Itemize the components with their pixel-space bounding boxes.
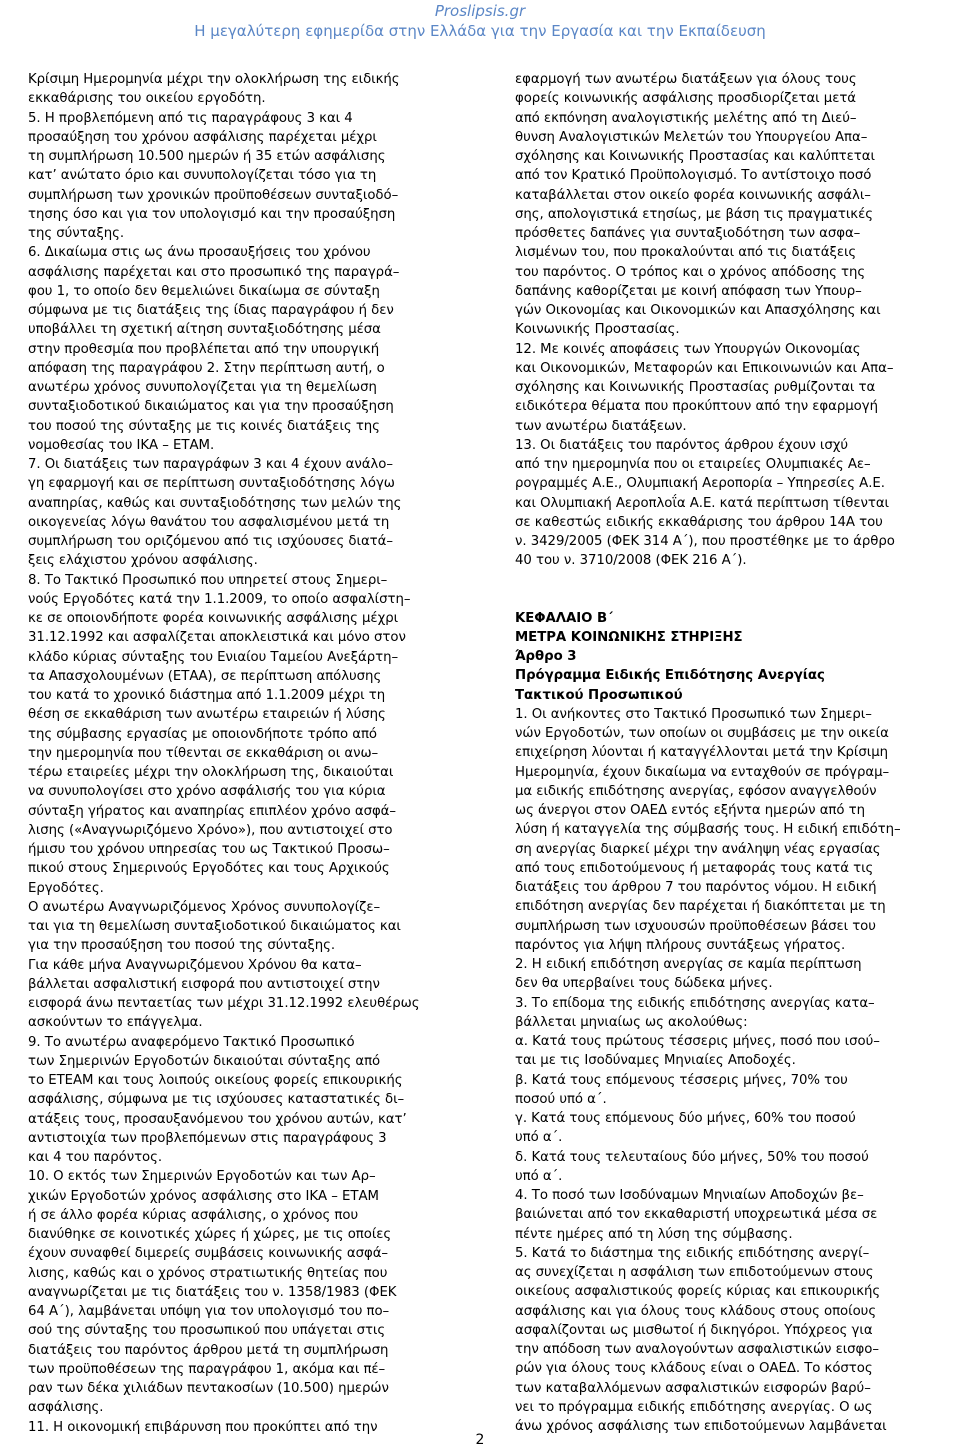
text-line: των ανωτέρω διατάξεων. — [515, 418, 687, 434]
text-line: την απόδοση των αναλογούντων ασφαλιστικών εισφο– — [515, 1342, 879, 1357]
text-line: και Ολυμπιακή Αεροπλοΐα Α.Ε. κατά περίπτωση τίθενται — [515, 495, 889, 511]
text-line: λισης («Αναγνωριζόμενο Χρόνο»), που αντιστοιχεί στο — [28, 822, 393, 838]
text-line: διανύθηκε σε κοινοτικές χώρες ή χώρες, με τις οποίες — [28, 1227, 392, 1242]
text-line: 6. Δικαίωμα στις ως άνω προσαυξήσεις του χρόνου — [28, 245, 371, 261]
text-line: πικού στους Σημερινούς Εργοδότες και τους Αρχικούς — [28, 861, 390, 877]
text-line: ας συνεχίζεται η ασφάλιση των επιδοτούμενων στους — [515, 1265, 874, 1280]
article-title: Πρόγραμμα Ειδικής Επιδότησης Ανεργίας — [515, 668, 825, 684]
text-line: 10. Ο εκτός των Σημερινών Εργοδοτών και των Αρ– — [28, 1169, 376, 1185]
text-line: σχόλησης και Κοινωνικής Προστασίας ρυθμίζονται τα — [515, 380, 876, 395]
text-line: 1. Οι ανήκοντες στο Τακτικό Προσωπικό των Σημερι– — [515, 706, 872, 722]
text-line: κε σε οποιονδήποτε φορέα κοινωνικής ασφάλισης μέχρι — [28, 611, 399, 626]
text-line: ται με τις Ισοδύναμες Μηνιαίες Αποδοχές. — [515, 1053, 796, 1069]
site-name[interactable]: Proslipsis.gr — [434, 2, 526, 20]
text-line: ραν των δέκα χιλιάδων πεντακοσίων (10.500) ημερών — [28, 1381, 389, 1396]
text-line: εφαρμογή των ανωτέρω διατάξεων για όλους τους — [515, 72, 857, 87]
text-line: 5. Η προβλεπόμενη από τις παραγράφους 3 και 4 — [28, 110, 353, 126]
text-line: το ΕΤΕΑΜ και τους λοιπούς οικείους φορείς επικουρικής — [28, 1073, 403, 1088]
spacer — [515, 590, 955, 609]
text-line: διατάξεις του άρθρου 7 του παρόντος νόμου. Η ειδική — [515, 880, 877, 895]
spacer — [515, 571, 955, 590]
text-line: τέρω εταιρείες μέχρι την ολοκλήρωση της, δικαιούται — [28, 765, 394, 780]
text-line: ειδικότερα θέματα που προκύπτουν από την εφαρμογή — [515, 399, 878, 415]
text-line: ρογραμμές Α.Ε., Ολυμπιακή Αεροπορία – Υπηρεσίες Α.Ε. — [515, 476, 885, 492]
text-line: Ημερομηνία, έχουν δικαίωμα να ενταχθούν σε πρόγραμ– — [515, 764, 890, 780]
text-line: κλάδο κύριας σύνταξης του Ενιαίου Ταμείου Ανεξάρτη– — [28, 649, 399, 665]
text-line: του παρόντος. Ο τρόπος και ο χρόνος απόδοσης της — [515, 264, 866, 280]
text-line: καταβάλλεται στον οικείο φορέα κοινωνικής ασφάλι– — [515, 187, 871, 203]
text-line: ασφάλισης. — [28, 1400, 104, 1416]
text-line: την ημερομηνία που τίθενται σε εκκαθάριση οι ανω– — [28, 745, 379, 761]
text-line: γών Οικονομίας και Οικονομικών και Απασχόλησης και — [515, 303, 881, 318]
text-line: της σύνταξης. — [28, 226, 125, 241]
text-line: των προϋποθέσεων της παραγράφου 1, ακόμα και πέ– — [28, 1361, 386, 1377]
text-line: σύμφωνα με τις διατάξεις της ίδιας παραγράφου ή δεν — [28, 303, 394, 318]
text-line: υποβάλλει τη σχετική αίτηση συνταξιοδότησης μέσα — [28, 322, 381, 338]
text-line: σύνταξη γήρατος και αναπηρίας επιπλέον χρόνο ασφά– — [28, 803, 396, 819]
text-line: αναπηρίας, καθώς και συνταξιοδότησης των μελών της — [28, 495, 402, 511]
text-line: αντιστοιχία των προβλεπόμενων στις παραγράφους 3 — [28, 1130, 387, 1146]
text-line: οικείους ασφαλιστικούς φορείς κύριας και επικουρικής — [515, 1284, 881, 1300]
text-line: βάλλεται μηνιαίως ως ακολούθως: — [515, 1014, 748, 1030]
text-line: ή σε άλλο φορέα κύριας ασφάλισης, ο χρόνος που — [28, 1207, 359, 1223]
text-line: 8. Το Τακτικό Προσωπικό που υπηρετεί στους Σημερι– — [28, 572, 388, 588]
text-line: νών Εργοδοτών, των οποίων οι συμβάσεις με την οικεία — [515, 726, 889, 741]
text-line: 64 Α΄), λαμβάνεται υπόψη για τον υπολογισμό του πο– — [28, 1304, 390, 1319]
text-line: από την ημερομηνία που οι εταιρείες Ολυμπιακές Αε– — [515, 457, 871, 472]
text-line: ανωτέρω χρόνος συνυπολογίζεται για τη θεμελίωση — [28, 380, 377, 395]
text-line: δ. Κατά τους τελευταίους δύο μήνες, 50% του ποσού — [515, 1149, 869, 1165]
text-line: 4. Το ποσό των Ισοδύναμων Μηνιαίων Αποδοχών βε– — [515, 1188, 864, 1203]
text-line: φου 1, το οποίο δεν θεμελιώνει δικαίωμα σε σύνταξη — [28, 283, 380, 299]
text-line: να συνυπολογίσει στο χρόνο ασφάλισής του για κύρια — [28, 784, 386, 800]
chapter-subheading: ΜΕΤΡΑ ΚΟΙΝΩΝΙΚΗΣ ΣΤΗΡΙΞΗΣ — [515, 629, 743, 645]
text-line: γ. Κατά τους επόμενους δύο μήνες, 60% του ποσού — [515, 1111, 856, 1126]
text-line: γη εφαρμογή και σε περίπτωση συνταξιοδότησης λόγω — [28, 476, 395, 492]
text-line: έχουν συναφθεί διμερείς συμβάσεις κοινωνικής ασφά– — [28, 1246, 389, 1262]
text-line: από εκπόνηση αναλογιστικής μελέτης από τη Διεύ– — [515, 110, 857, 126]
article-number: Άρθρο 3 — [515, 649, 577, 664]
text-line: δεν θα υπερβαίνει τους δώδεκα μήνες. — [515, 976, 773, 992]
text-line: από τον Κρατικό Προϋπολογισμό. Το αντίστοιχο ποσό — [515, 168, 872, 184]
article-title-cont: Τακτικού Προσωπικού — [515, 687, 683, 703]
text-line: υπό α΄. — [515, 1168, 563, 1184]
text-line: του κατά το χρονικό διάστημα από 1.1.2009 μέχρι τη — [28, 688, 386, 703]
text-line: τα Απασχολουμένων (ΕΤΑΑ), σε περίπτωση απόλυσης — [28, 668, 382, 684]
text-line: λισμένων του, που προκαλούνται από τις διατάξεις — [515, 245, 857, 261]
text-line: ρών για όλους τους κλάδους είναι ο ΟΑΕΔ. Το κόστος — [515, 1361, 873, 1377]
page-header — [0, 2, 960, 41]
text-line: σχόλησης και Κοινωνικής Προστασίας και καλύπτεται — [515, 149, 875, 164]
text-line: 31.12.1992 και ασφαλίζεται αποκλειστικά και μόνο στον — [28, 630, 406, 646]
text-line: Ο ανωτέρω Αναγνωριζόμενος Χρόνος συνυπολογίζε– — [28, 899, 381, 915]
text-line: μα ειδικής επιδότησης ανεργίας, εφόσον αναγγελθούν — [515, 783, 877, 799]
text-line: 40 του ν. 3710/2008 (ΦΕΚ 216 Α΄). — [515, 553, 747, 569]
text-line: άνω χρόνος ασφάλισης των επιδοτούμενων λαμβάνεται — [515, 1419, 887, 1434]
text-line: προσαύξηση του χρόνου ασφάλισης παρέχεται μέχρι — [28, 129, 377, 145]
text-line: από τους επιδοτούμενους ή μεταφοράς τους κατά τις — [515, 860, 874, 876]
text-line: α. Κατά τους πρώτους τέσσερις μήνες, ποσό που ισού– — [515, 1034, 880, 1049]
text-line: Για κάθε μήνα Αναγνωριζόμενου Χρόνου θα κατα– — [28, 957, 362, 973]
text-line: Εργοδότες. — [28, 880, 104, 896]
text-line: χικών Εργοδοτών χρόνος ασφάλισης στο ΙΚΑ – ΕΤΑΜ — [28, 1188, 379, 1204]
text-line: 5. Κατά το διάστημα της ειδικής επιδότησης ανεργί– — [515, 1245, 870, 1261]
text-line: σης, απολογιστικά ετησίως, με βάση τις πραγματικές — [515, 206, 873, 222]
text-line: 7. Οι διατάξεις των παραγράφων 3 και 4 έχουν ανάλο– — [28, 457, 393, 472]
left-column — [28, 70, 448, 1437]
text-line: σε καθεστώς ειδικής εκκαθάρισης του άρθρου 14Α του — [515, 514, 883, 530]
text-line: εισφορά άνω πενταετίας των μέχρι 31.12.1992 ελευθέρως — [28, 996, 420, 1011]
text-line: κατ’ ανώτατο όριο και συνυπολογίζεται τόσο για τη — [28, 168, 377, 184]
text-line: ασφάλισης και για όλους τους κλάδους στους οποίους — [515, 1303, 877, 1319]
text-line: ασφάλισης παρέχεται και στο προσωπικό της παραγρά– — [28, 264, 400, 280]
text-line: του ποσού της σύνταξης με τις κοινές διατάξεις της — [28, 418, 380, 434]
right-column — [515, 70, 955, 1436]
text-line: βαιώνεται από τον εκκαθαριστή υποχρεωτικά μέσα σε — [515, 1207, 878, 1223]
text-line: Κρίσιμη Ημερομηνία μέχρι την ολοκλήρωση της ειδικής — [28, 72, 400, 87]
text-line: συνταξιοδοτικού δικαιώματος και για την προσαύξηση — [28, 399, 394, 415]
text-line: της σύμβασης εργασίας με οποιονδήποτε τρόπο από — [28, 726, 378, 742]
text-line: ξεις ελάχιστου χρόνου ασφάλισης. — [28, 553, 258, 569]
text-line: τησης όσο και για τον υπολογισμό και την προσαύξηση — [28, 206, 396, 222]
text-line: 13. Οι διατάξεις του παρόντος άρθρου έχουν ισχύ — [515, 437, 849, 453]
text-line: και 4 του παρόντος. — [28, 1150, 163, 1165]
text-line: 2. Η ειδική επιδότηση ανεργίας σε καμία περίπτωση — [515, 957, 862, 972]
text-line: σού της σύνταξης του προσωπικού που υπάγεται στις — [28, 1323, 386, 1339]
text-line: 12. Με κοινές αποφάσεις των Υπουργών Οικονομίας — [515, 341, 861, 357]
text-line: δαπάνης καθορίζεται με κοινή απόφαση των Υπουρ– — [515, 283, 862, 299]
text-line: λύση ή καταγγελία της σύμβασής τους. Η ειδική επιδότη– — [515, 822, 901, 838]
text-line: νούς Εργοδότες κατά την 1.1.2009, το οποίο ασφαλίστη– — [28, 591, 411, 607]
text-line: απόφαση της παραγράφου 2. Στην περίπτωση αυτή, ο — [28, 360, 385, 376]
page-number: 2 — [475, 1432, 485, 1448]
right-column-text-top — [515, 70, 955, 571]
text-line: ση ανεργίας διαρκεί μέχρι την ανάληψη νέας εργασίας — [515, 841, 881, 857]
text-line: συμπλήρωση των ισχυουσών προϋποθέσεων βάσει του — [515, 918, 876, 934]
text-line: συμπλήρωση του οριζόμενου από τις ισχύουσες διατά– — [28, 534, 393, 549]
text-line: για την προσαύξηση του ποσού της σύνταξης. — [28, 938, 336, 954]
text-line: εκκαθάρισης του οικείου εργοδότη. — [28, 91, 266, 107]
text-line: 9. Το ανωτέρω αναφερόμενο Τακτικό Προσωπικό — [28, 1034, 355, 1050]
text-line: ται για τη θεμελίωση συνταξιοδοτικού δικαιώματος και — [28, 919, 401, 934]
text-line: ασφαλίζονται ως μισθωτοί ή δικηγόροι. Υπόχρεος για — [515, 1322, 873, 1338]
text-line: ν. 3429/2005 (ΦΕΚ 314 Α΄), που προστέθηκε με το άρθρο — [515, 534, 895, 549]
text-line: και Οικονομικών, Μεταφορών και Επικοινωνιών και Απα– — [515, 360, 894, 376]
text-line: επιχείρηση λύονται ή καταγγέλλονται μετά την Κρίσιμη — [515, 745, 888, 761]
text-line: λισης, καθώς και ο χρόνος στρατιωτικής θητείας που — [28, 1265, 388, 1281]
text-line: ως άνεργοι στον ΟΑΕΔ εντός εξήντα ημερών από τη — [515, 803, 865, 818]
text-line: πρόσθετες δαπάνες για συνταξιοδότηση των ασφα– — [515, 226, 861, 241]
text-line: διατάξεις του παρόντος άρθρου μετά τη συμπλήρωση — [28, 1342, 389, 1358]
text-line: ποσού υπό α΄. — [515, 1091, 607, 1107]
text-line: Κοινωνικής Προστασίας. — [515, 322, 680, 338]
text-line: συμπλήρωση των χρονικών προϋποθέσεων συνταξιοδό– — [28, 187, 399, 203]
text-line: β. Κατά τους επόμενους τέσσερις μήνες, 70% του — [515, 1072, 848, 1088]
text-line: ασκούντων το επάγγελμα. — [28, 1015, 203, 1031]
text-line: στην προθεσμία που προβλέπεται από την υπουργική — [28, 341, 380, 357]
text-line: νει το πρόγραμμα ειδικής επιδότησης ανεργίας. Ο ως — [515, 1399, 873, 1415]
text-line: οικογενείας λόγω θανάτου του ασφαλισμένου μετά τη — [28, 514, 390, 530]
text-line: των Σημερινών Εργοδοτών δικαιούται σύνταξης από — [28, 1053, 381, 1069]
text-line: φορείς κοινωνικής ασφάλισης προσδιορίζεται μετά — [515, 91, 857, 107]
site-tagline: Η μεγαλύτερη εφημερίδα στην Ελλάδα για την Εργασία και την Εκπαίδευση — [194, 22, 766, 40]
text-line: τη συμπλήρωση 10.500 ημερών ή 35 ετών ασφάλισης — [28, 149, 386, 164]
text-line: ήμισυ του χρόνου υπηρεσίας του ως Τακτικού Προσω– — [28, 842, 390, 857]
text-line: θυνση Αναλογιστικών Μελετών του Υπουργείου Απα– — [515, 129, 868, 145]
text-line: παρόντος για λήψη πλήρους συντάξεως γήρατος. — [515, 937, 846, 953]
text-line: επιδότηση ανεργίας δεν παρέχεται ή διακόπτεται με τη — [515, 899, 886, 915]
text-line: ατάξεις τους, προσαυξανόμενου του χρόνου αυτών, κατ’ — [28, 1111, 407, 1127]
text-line: νομοθεσίας του ΙΚΑ – ΕΤΑΜ. — [28, 437, 215, 453]
text-line: θέση σε εκκαθάριση των ανωτέρω εταιρειών ή λύσης — [28, 707, 386, 723]
text-line: υπό α΄. — [515, 1130, 563, 1146]
text-line: των καταβαλλόμενων ασφαλιστικών εισφορών βαρύ– — [515, 1380, 871, 1396]
right-column-text-bottom — [515, 705, 955, 1437]
text-line: 3. Το επίδομα της ειδικής επιδότησης ανεργίας κατα– — [515, 995, 875, 1011]
text-line: βάλλεται ασφαλιστική εισφορά που αντιστοιχεί στην — [28, 976, 380, 992]
text-line: ασφάλισης, σύμφωνα με τις ισχύουσες καταστατικές δι– — [28, 1092, 405, 1108]
text-line: 11. Η οικονομική επιβάρυνση που προκύπτει από την — [28, 1419, 378, 1435]
chapter-heading: ΚΕΦΑΛΑΙΟ Β΄ — [515, 610, 613, 626]
text-line: πέντε ημέρες από τη λύση της σύμβασης. — [515, 1226, 793, 1242]
text-line: αναγνωρίζεται με τις διατάξεις του ν. 1358/1983 (ΦΕΚ — [28, 1284, 397, 1300]
